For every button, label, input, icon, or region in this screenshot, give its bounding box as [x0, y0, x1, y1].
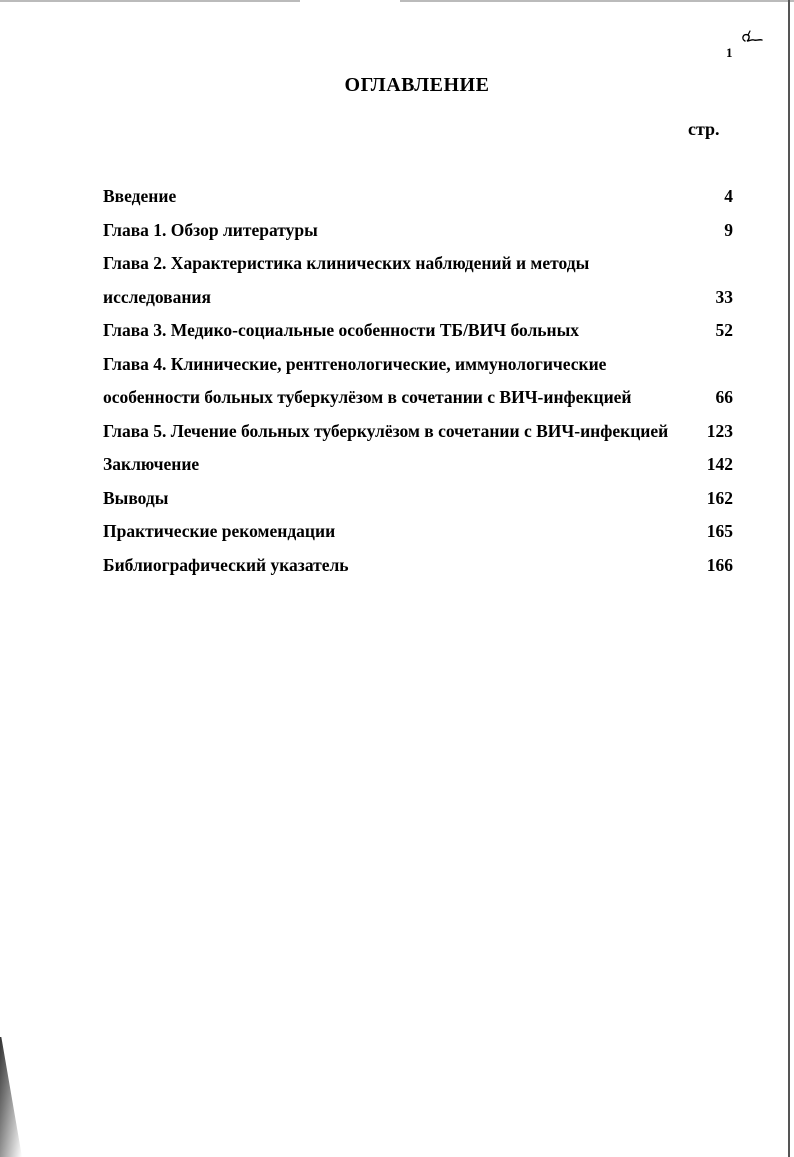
toc-entry-label: Введение — [103, 186, 177, 206]
scan-top-edge-right — [400, 0, 794, 2]
toc-entry-label: особенности больных туберкулёзом в сочетании с ВИЧ-инфекцией — [103, 387, 632, 407]
toc-row — [103, 383, 735, 417]
toc-entry-label: Выводы — [103, 487, 169, 508]
scan-left-shadow — [0, 1037, 22, 1157]
toc-row — [103, 182, 735, 216]
toc-entry-page: 123 — [706, 420, 733, 441]
toc-entry-label: Практические рекомендации — [103, 521, 336, 541]
toc-entry-page: 66 — [715, 387, 733, 407]
toc-entry-label: исследования — [103, 286, 211, 307]
toc-row — [103, 517, 735, 551]
scan-right-edge — [788, 0, 790, 1157]
toc-entry-page: 9 — [724, 219, 733, 240]
toc-row — [103, 417, 735, 451]
toc-entry-page: 166 — [706, 554, 733, 575]
toc-entry-label: Библиографический указатель — [103, 554, 349, 575]
toc-entry-page: 142 — [706, 454, 733, 474]
toc-entry-page: 162 — [706, 487, 733, 508]
toc-row — [103, 316, 735, 350]
toc-row — [103, 551, 735, 585]
scan-top-edge-left — [0, 0, 300, 2]
toc-entry-page: 33 — [715, 286, 733, 307]
toc-entry-page: 4 — [724, 186, 733, 206]
toc-entry-label: Глава 5. Лечение больных туберкулёзом в сочетании с ВИЧ-инфекцией — [103, 420, 669, 441]
handwritten-mark-icon — [738, 28, 764, 50]
toc-row — [103, 450, 735, 484]
pages-column-label: стр. — [688, 119, 720, 139]
toc-entry-label: Глава 3. Медико-социальные особенности ТБ/ВИЧ больных — [103, 320, 580, 340]
toc-row — [103, 216, 735, 250]
toc-entry-page: 165 — [706, 521, 733, 541]
toc-entry-label: Глава 1. Обзор литературы — [103, 219, 318, 240]
toc-entry-label: Глава 4. Клинические, рентгенологические, иммунологические — [103, 353, 607, 374]
toc-row — [103, 283, 735, 317]
toc-entry-label: Заключение — [103, 454, 200, 474]
toc-row — [103, 249, 735, 283]
toc-row — [103, 484, 735, 518]
toc-entry-label: Глава 2. Характеристика клинических наблюдений и методы — [103, 253, 590, 273]
page-title: ОГЛАВЛЕНИЕ — [344, 74, 490, 96]
page-number: 1 — [726, 45, 733, 60]
toc-entry-page: 52 — [715, 320, 733, 340]
toc-row — [103, 350, 735, 384]
table-of-contents — [103, 182, 735, 584]
